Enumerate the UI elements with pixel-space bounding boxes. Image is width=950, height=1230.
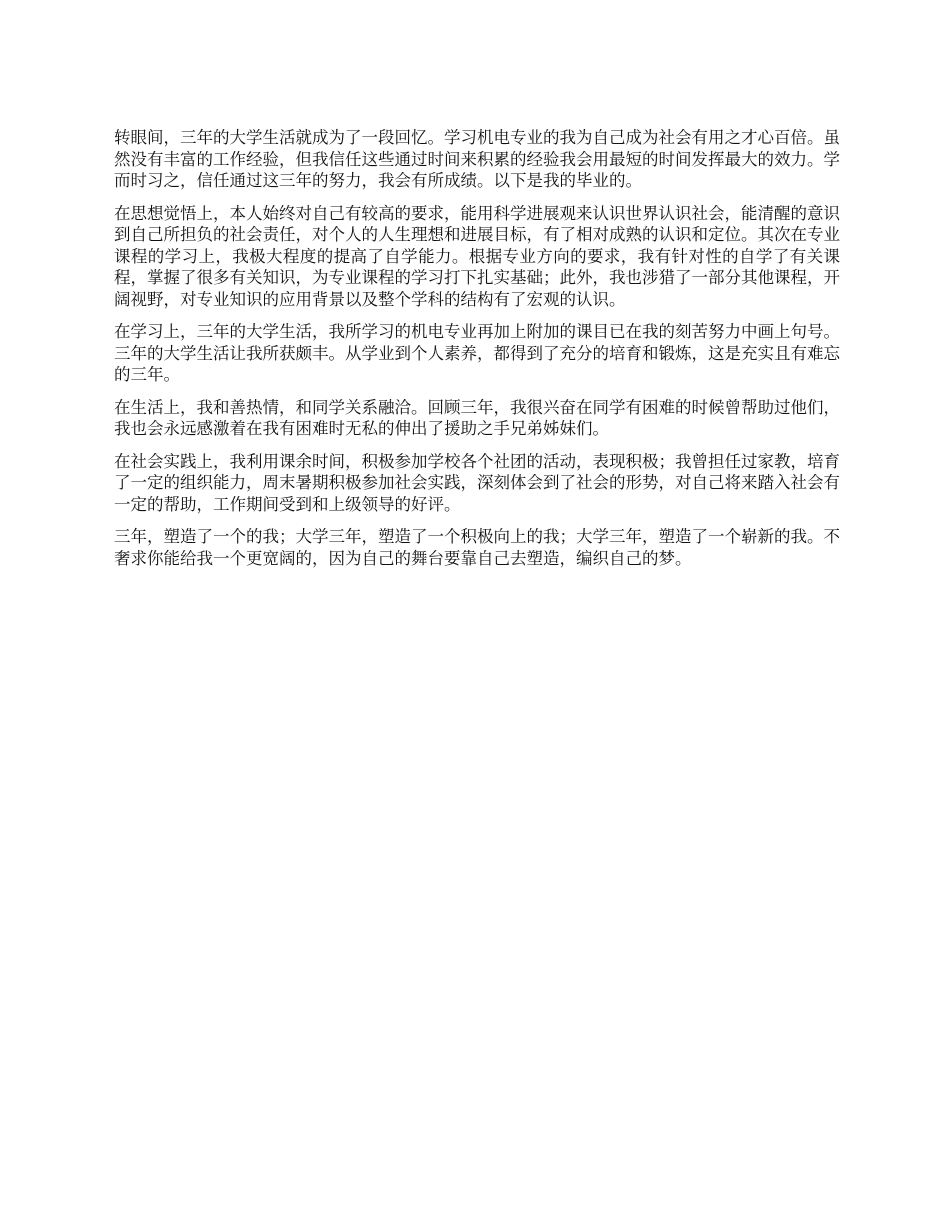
paragraph-study: 在学习上，三年的大学生活，我所学习的机电专业再加上附加的课目已在我的刻苦努力中画上句号。三年的大学生活让我所获颇丰。从学业到个人素养，都得到了充分的培育和锻炼，这是充实且有难忘的三年。 <box>114 322 840 384</box>
paragraph-life: 在生活上，我和善热情，和同学关系融洽。回顾三年，我很兴奋在同学有困难的时候曾帮助过他们，我也会永远感激着在我有困难时无私的伸出了援助之手兄弟姊妹们。 <box>114 397 840 438</box>
document-body <box>114 127 840 580</box>
paragraph-intro: 转眼间，三年的大学生活就成为了一段回忆。学习机电专业的我为自己成为社会有用之才心百倍。虽然没有丰富的工作经验，但我信任这些通过时间来积累的经验我会用最短的时间发挥最大的效力。学而时习之，信任通过这三年的努力，我会有所成绩。以下是我的毕业的。 <box>114 128 840 190</box>
paragraph-social-practice: 在社会实践上，我利用课余时间，积极参加学校各个社团的活动，表现积极；我曾担任过家教，培育了一定的组织能力，周末暑期积极参加社会实践，深刻体会到了社会的形势，对自己将来踏入社会有一定的帮助，工作期间受到和上级领导的好评。 <box>114 451 840 514</box>
paragraph-ideology: 在思想觉悟上，本人始终对自己有较高的要求，能用科学进展观来认识世界认识社会，能清醒的意识到自己所担负的社会责任，对个人的人生理想和进展目标，有了相对成熟的认识和定位。其次在专业课程的学习上，我极大程度的提高了自学能力。根据专业方向的要求，我有针对性的自学了有关课程，掌握了很多有关知识，为专业课程的学习打下扎实基础；此外，我也涉猎了一部分其他课程，开阔视野，对专业知识的应用背景以及整个学科的结构有了宏观的认识。 <box>114 203 840 309</box>
paragraph-conclusion: 三年，塑造了一个的我；大学三年，塑造了一个积极向上的我；大学三年，塑造了一个崭新的我。不奢求你能给我一个更宽阔的，因为自己的舞台要靠自己去塑造，编织自己的梦。 <box>114 527 840 568</box>
